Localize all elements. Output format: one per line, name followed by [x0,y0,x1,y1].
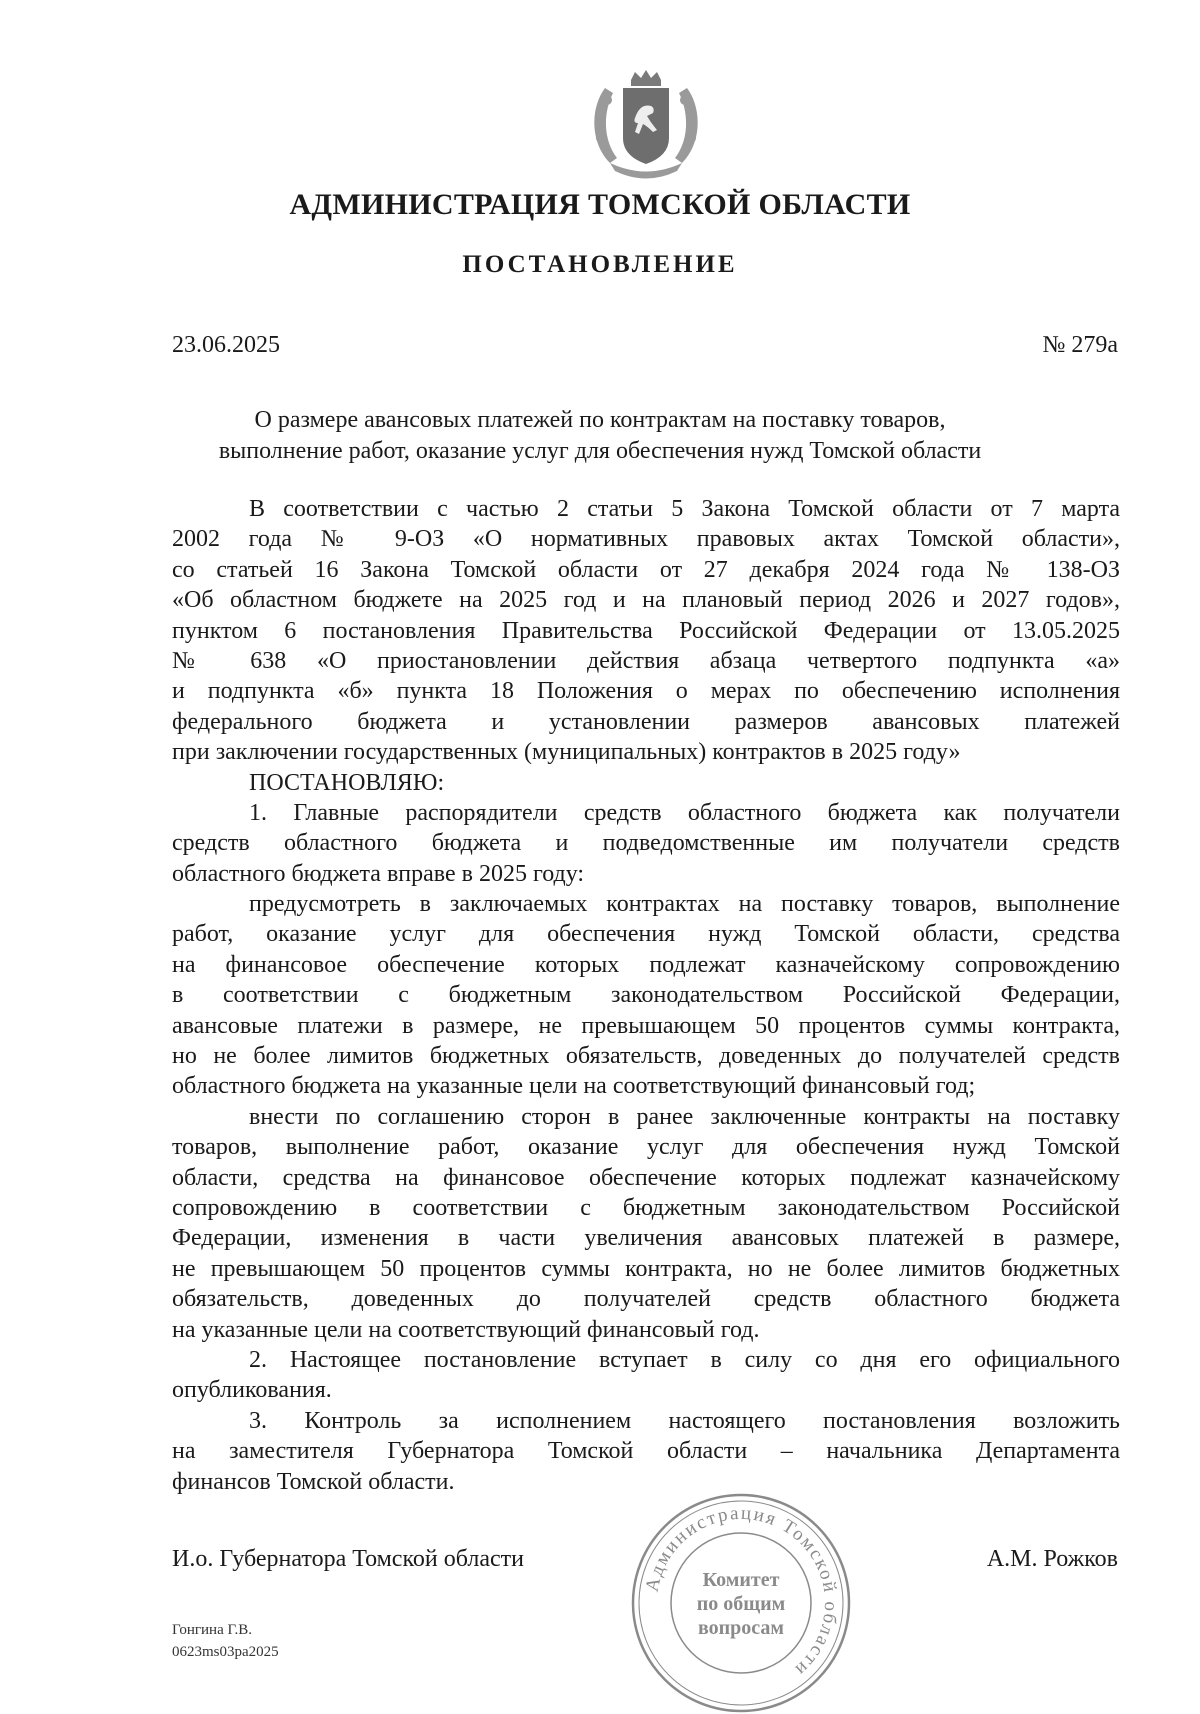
paragraph-line: на финансовое обеспечение которых подлежат казначейскому сопровождению [172,951,1120,978]
paragraph-line: Федерации, изменения в части увеличения авансовых платежей в размере, [172,1225,1120,1252]
paragraph-line: 2002 года № 9-ОЗ «О нормативных правовых актах Томской области», [172,526,1120,553]
paragraph-line: области, средства на финансовое обеспечение которых подлежат казначейскому [172,1164,1120,1191]
paragraph-line: В соответствии с частью 2 статьи 5 Закона Томской области от 7 марта [249,496,1120,522]
paragraph-line: областного бюджета вправе в 2025 году: [172,860,585,887]
paragraph-line: предусмотреть в заключаемых контрактах на поставку товаров, выполнение [249,891,1120,918]
body-paragraph [172,889,1120,1102]
body-paragraph [172,798,1120,889]
paragraph-line: работ, оказание услуг для обеспечения нужд Томской области, средства [172,921,1120,948]
paragraph-line: № 638 «О приостановлении действия абзаца четвертого подпункта «а» [172,647,1120,674]
paragraph-line: авансовые платежи в размере, не превышающем 50 процентов суммы контракта, [172,1012,1120,1039]
body-paragraph [172,1102,1120,1345]
paragraph-line: со статьей 16 Закона Томской области от 27 декабря 2024 года № 138-ОЗ [172,556,1120,583]
organization-title: АДМИНИСТРАЦИЯ ТОМСКОЙ ОБЛАСТИ [289,188,911,221]
stamp-center-line: вопросам [697,1617,785,1639]
paragraph-line: в соответствии с бюджетным законодательством Российской Федерации, [172,982,1120,1009]
paragraph-line: федерального бюджета и установлении размеров авансовых платежей [172,708,1120,735]
paragraph-line: при заключении государственных (муниципальных) контрактов в 2025 году» [172,739,961,766]
paragraph-line: и подпункта «б» пункта 18 Положения о мерах по обеспечению исполнения [172,678,1120,705]
body-paragraph [172,1406,1120,1497]
coat-of-arms-emblem [585,68,707,183]
paragraph-line: но не более лимитов бюджетных обязательств, доведенных до получателей средств [172,1043,1120,1070]
document-body [172,494,1120,1497]
paragraph-line: областного бюджета на указанные цели на соответствующий финансовый год; [172,1073,976,1100]
official-stamp [630,1492,852,1714]
paragraph-line: средств областного бюджета и подведомственные им получатели средств [172,830,1120,857]
document-type: ПОСТАНОВЛЕНИЕ [462,251,738,278]
paragraph-line: на указанные цели на соответствующий финансовый год. [172,1316,760,1343]
document-subject [0,405,1200,466]
paragraph-line: опубликования. [172,1377,332,1404]
document-number: № 279а [1042,332,1118,358]
stamp-center-line: по общим [696,1593,786,1615]
paragraph-line: пунктом 6 постановления Правительства Российской Федерации от 13.05.2025 [172,617,1120,644]
document-code: 0623ms03pa2025 [172,1644,279,1660]
stamp-ring-text: Администрация Томской области [641,1502,842,1682]
paragraph-line: «Об областном бюджете на 2025 год и на плановый период 2026 и 2027 годов», [172,587,1120,614]
stamp-center-line: Комитет [702,1569,780,1591]
signatory-name: А.М. Рожков [986,1546,1118,1572]
paragraph-line: не превышающем 50 процентов суммы контракта, но не более лимитов бюджетных [172,1255,1120,1282]
document-date: 23.06.2025 [172,332,280,358]
paragraph-line: сопровождению в соответствии с бюджетным законодательством Российской [172,1194,1120,1221]
paragraph-line: на заместителя Губернатора Томской области – начальника Департамента [172,1438,1120,1465]
body-paragraph [172,1345,1120,1406]
paragraph-line: товаров, выполнение работ, оказание услуг для обеспечения нужд Томской [172,1134,1120,1161]
paragraph-line: 2. Настоящее постановление вступает в силу со дня его официального [249,1346,1120,1373]
paragraph-line: 3. Контроль за исполнением настоящего постановления возложить [249,1407,1120,1434]
paragraph-line: 1. Главные распорядители средств областного бюджета как получатели [249,799,1120,826]
paragraph-line: внести по соглашению сторон в ранее заключенные контракты на поставку [249,1103,1120,1130]
paragraph-line: финансов Томской области. [172,1468,455,1495]
executor-name: Гонгина Г.В. [172,1622,252,1638]
body-paragraph [172,768,1120,798]
body-paragraph [172,494,1120,768]
subject-line: О размере авансовых платежей по контрактам на поставку товаров, [254,407,946,433]
paragraph-line: обязательств, доведенных до получателей средств областного бюджета [172,1286,1120,1313]
signatory-position: И.о. Губернатора Томской области [172,1546,524,1572]
subject-line: выполнение работ, оказание услуг для обеспечения нужд Томской области [218,437,982,464]
paragraph-line: ПОСТАНОВЛЯЮ: [249,769,445,796]
